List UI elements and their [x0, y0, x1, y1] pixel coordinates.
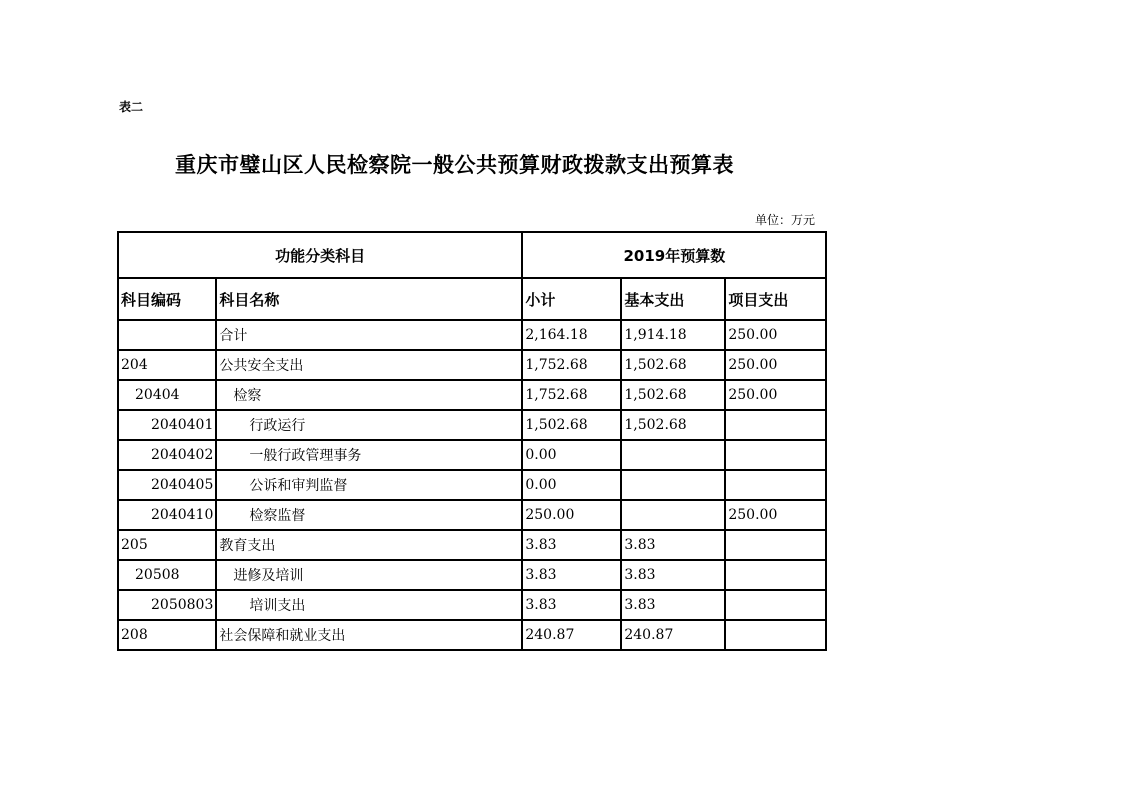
row-name: 社会保障和就业支出	[216, 620, 522, 650]
row-code: 2040402	[118, 440, 216, 470]
table-row	[118, 560, 826, 590]
row-subtotal: 1,502.68	[522, 410, 621, 440]
table-row	[118, 620, 826, 650]
row-code: 208	[118, 620, 216, 650]
budget-table	[117, 231, 827, 651]
col-header-project: 项目支出	[725, 278, 826, 320]
row-name: 培训支出	[216, 590, 522, 620]
row-project	[725, 440, 826, 470]
row-name: 检察监督	[216, 500, 522, 530]
table-row	[118, 590, 826, 620]
row-subtotal: 0.00	[522, 440, 621, 470]
row-project: 250.00	[725, 380, 826, 410]
row-code: 2040401	[118, 410, 216, 440]
row-project: 250.00	[725, 350, 826, 380]
budget-table-body	[118, 232, 826, 650]
col-header-code: 科目编码	[118, 278, 216, 320]
table-row	[118, 380, 826, 410]
row-basic	[621, 440, 725, 470]
row-basic: 1,914.18	[621, 320, 725, 350]
row-name: 公诉和审判监督	[216, 470, 522, 500]
row-subtotal: 240.87	[522, 620, 621, 650]
row-basic: 3.83	[621, 560, 725, 590]
row-code: 2050803	[118, 590, 216, 620]
row-code	[118, 320, 216, 350]
row-basic	[621, 470, 725, 500]
table-row	[118, 440, 826, 470]
row-project	[725, 620, 826, 650]
row-project	[725, 530, 826, 560]
col-header-name: 科目名称	[216, 278, 522, 320]
row-basic: 1,502.68	[621, 410, 725, 440]
row-name: 行政运行	[216, 410, 522, 440]
table-row	[118, 320, 826, 350]
row-basic: 1,502.68	[621, 350, 725, 380]
functional-group-header: 功能分类科目	[118, 232, 522, 278]
row-name: 合计	[216, 320, 522, 350]
row-name: 进修及培训	[216, 560, 522, 590]
row-basic: 3.83	[621, 590, 725, 620]
row-code: 204	[118, 350, 216, 380]
row-code: 205	[118, 530, 216, 560]
row-subtotal: 2,164.18	[522, 320, 621, 350]
row-project	[725, 590, 826, 620]
row-subtotal: 250.00	[522, 500, 621, 530]
budget-group-header: 2019年预算数	[522, 232, 826, 278]
table-row	[118, 470, 826, 500]
table-label: 表二	[119, 100, 144, 114]
row-name: 检察	[216, 380, 522, 410]
row-name: 公共安全支出	[216, 350, 522, 380]
column-header-row	[118, 278, 826, 320]
row-code: 2040405	[118, 470, 216, 500]
group-header-row	[118, 232, 826, 278]
row-code: 2040410	[118, 500, 216, 530]
row-project: 250.00	[725, 320, 826, 350]
row-subtotal: 3.83	[522, 590, 621, 620]
table-row	[118, 500, 826, 530]
row-subtotal: 1,752.68	[522, 350, 621, 380]
row-project	[725, 560, 826, 590]
table-row	[118, 530, 826, 560]
row-basic: 3.83	[621, 530, 725, 560]
row-subtotal: 0.00	[522, 470, 621, 500]
page-title: 重庆市璧山区人民检察院一般公共预算财政拨款支出预算表	[175, 153, 734, 177]
row-subtotal: 3.83	[522, 560, 621, 590]
col-header-subtotal: 小计	[522, 278, 621, 320]
row-project	[725, 470, 826, 500]
unit-label: 单位：万元	[755, 213, 816, 227]
row-subtotal: 1,752.68	[522, 380, 621, 410]
row-name: 教育支出	[216, 530, 522, 560]
row-code: 20508	[118, 560, 216, 590]
row-basic: 1,502.68	[621, 380, 725, 410]
row-name: 一般行政管理事务	[216, 440, 522, 470]
row-code: 20404	[118, 380, 216, 410]
table-row	[118, 410, 826, 440]
row-basic	[621, 500, 725, 530]
col-header-basic: 基本支出	[621, 278, 725, 320]
row-project	[725, 410, 826, 440]
row-subtotal: 3.83	[522, 530, 621, 560]
row-project: 250.00	[725, 500, 826, 530]
table-row	[118, 350, 826, 380]
row-basic: 240.87	[621, 620, 725, 650]
